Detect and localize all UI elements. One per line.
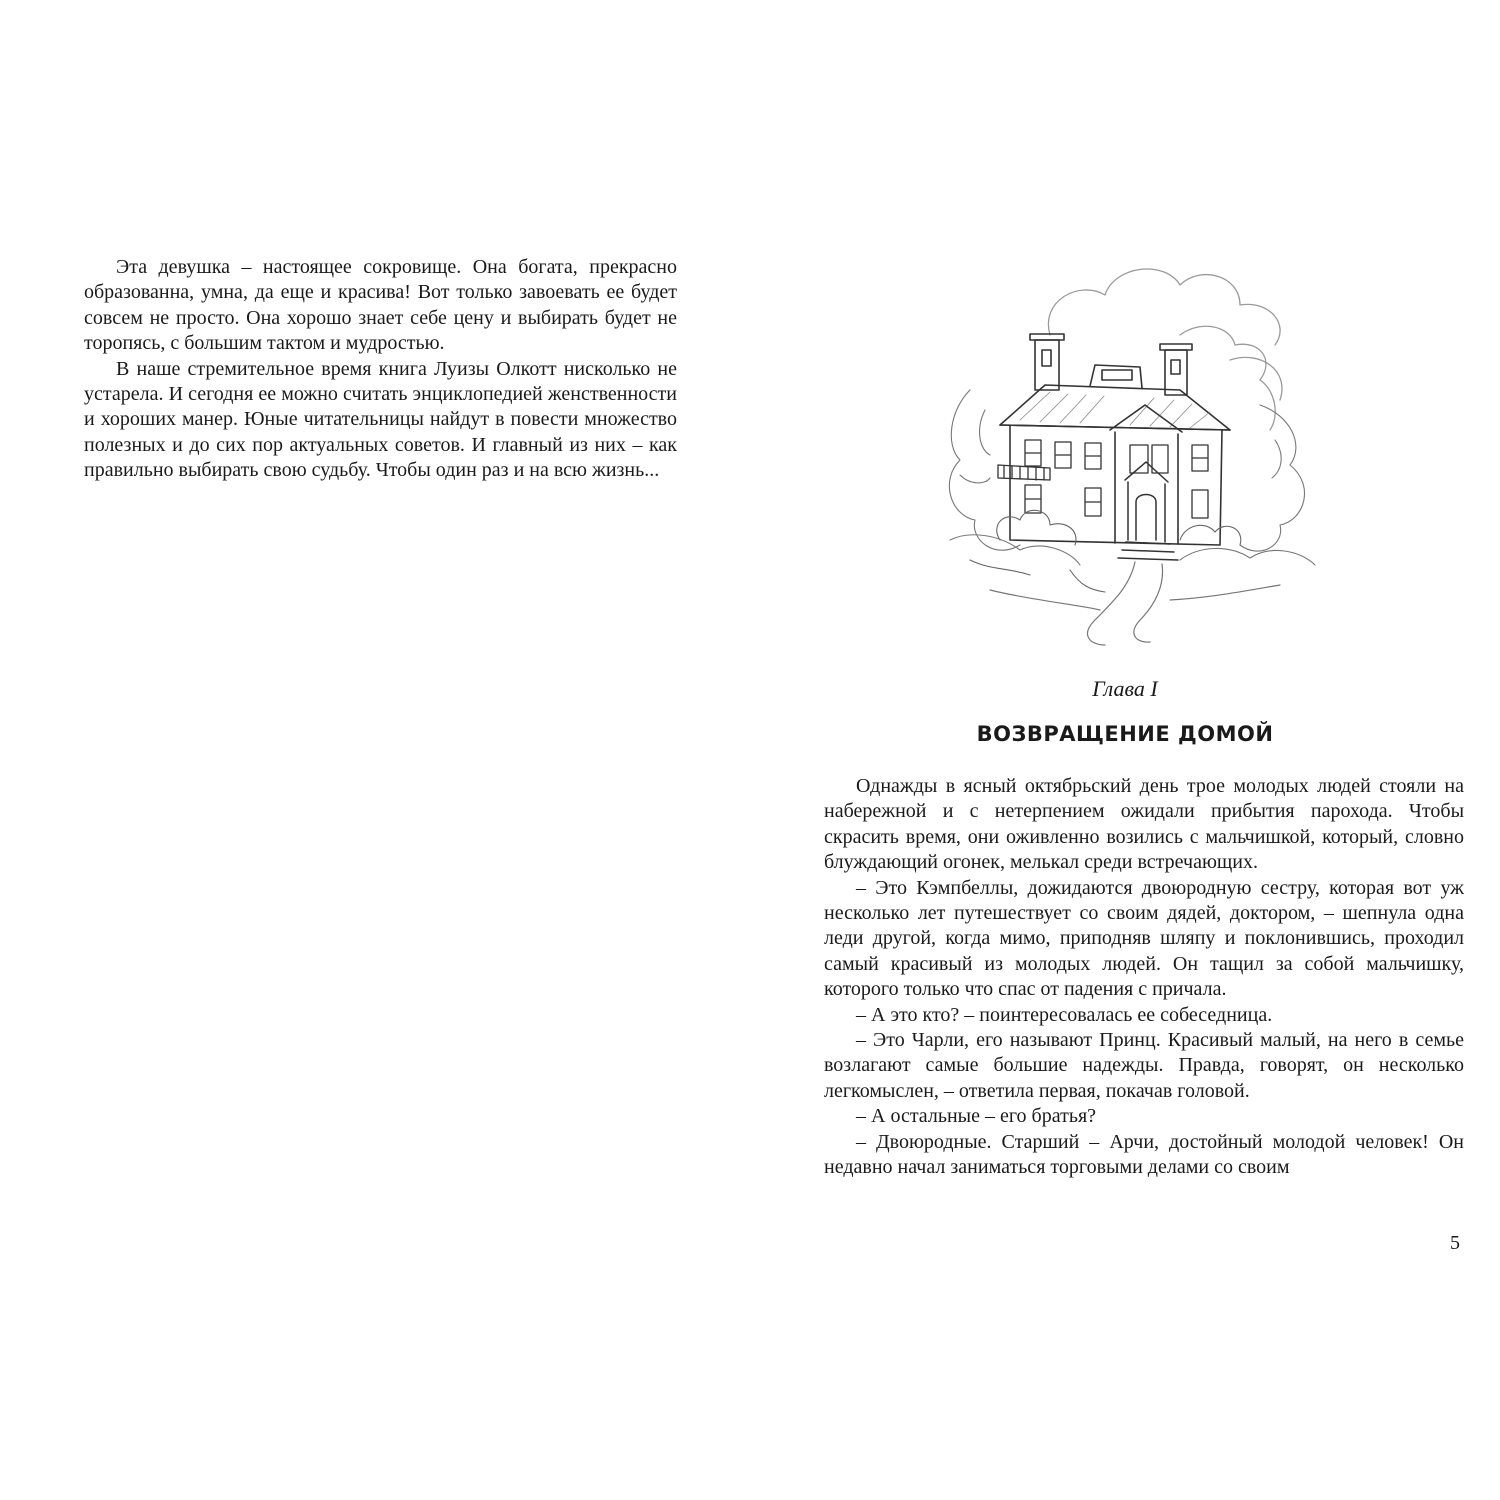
intro-text	[84, 255, 677, 484]
chapter-title: ВОЗВРАЩЕНИЕ ДОМОЙ	[976, 722, 1274, 746]
chapter-body	[824, 774, 1464, 1181]
chapter-label: Глава I	[1092, 676, 1158, 701]
body-paragraph-2: – Это Кэмпбеллы, дожидаются двоюродную сестру, которая вот уж несколько лет путешествует со своим дядей, доктором, – шепнула одна леди другой, когда мимо, приподняв шляпу и поклонившись, проходил самый красивый из молодых людей. Он тащил за собой мальчишку, которого только что спас от падения с причала.	[824, 876, 1464, 1001]
house-sketch-icon	[930, 240, 1330, 650]
body-paragraph-1: Однажды в ясный октябрьский день трое молодых людей стояли на набережной и с нетерпением ожидали прибытия парохода. Чтобы скрасить время, они оживленно возились с мальчишкой, который, словно блуждающий огонек, мелькал среди встречающих.	[824, 775, 1464, 874]
intro-paragraph-1: Эта девушка – настоящее сокровище. Она богата, прекрасно образованна, умна, да еще и красива! Вот только завоевать ее будет совсем не просто. Она хорошо знает себе цену и выбирать будет не торопясь, с большим тактом и мудростью.	[84, 256, 677, 355]
page-number: 5	[1450, 1232, 1460, 1254]
body-paragraph-3: – А это кто? – поинтересовалась ее собеседница.	[856, 1003, 1273, 1026]
intro-paragraph-2: В наше стремительное время книга Луизы Олкотт нисколько не устарела. И сегодня ее можно считать энциклопедией женственности и хороших манер. Юные читательницы найдут в повести множество полезных и до сих пор актуальных советов. И главный из них – как правильно выбирать свою судьбу. Чтобы один раз и на всю жизнь...	[84, 357, 677, 482]
right-page	[750, 0, 1500, 1500]
body-paragraph-4: – Это Чарли, его называют Принц. Красивый малый, на него в семье возлагают самые большие надежды. Правда, говорят, он несколько легкомыслен, – ответила первая, покачав головой.	[824, 1029, 1464, 1102]
body-paragraph-6: – Двоюродные. Старший – Арчи, достойный молодой человек! Он недавно начал заниматься торговыми делами со своим	[824, 1130, 1464, 1179]
body-paragraph-5: – А остальные – его братья?	[856, 1105, 1097, 1128]
